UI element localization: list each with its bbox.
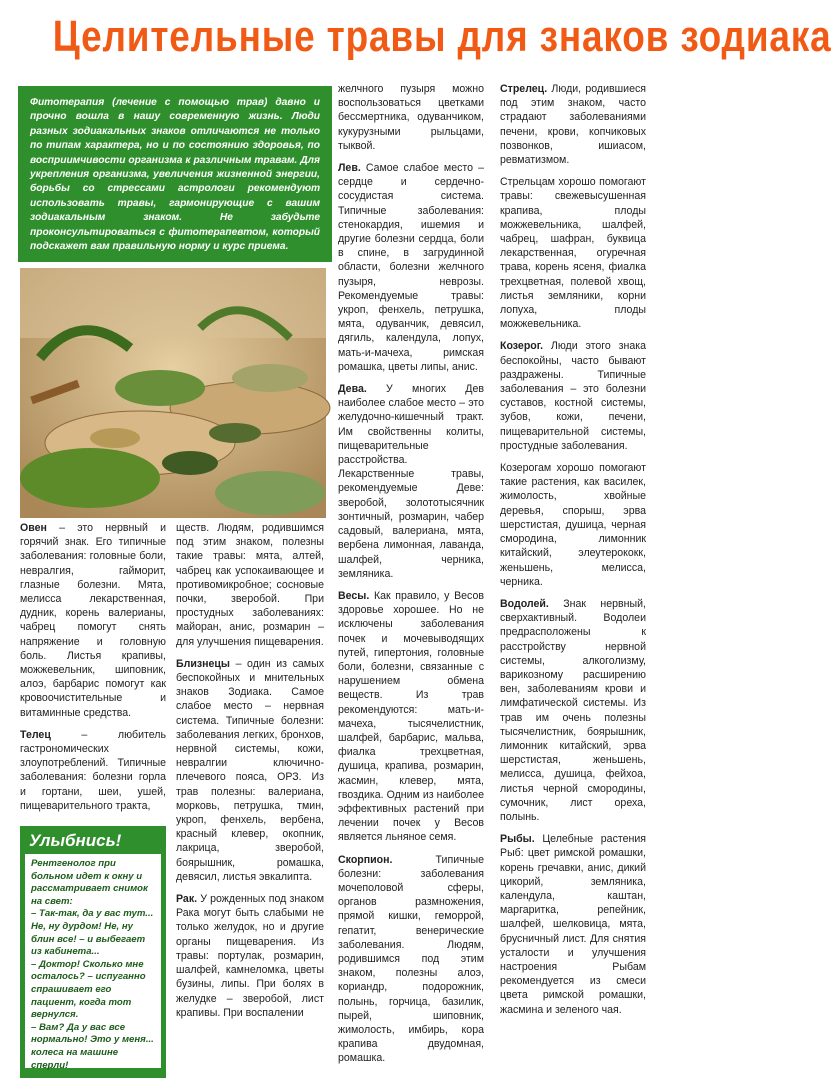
joke-box bbox=[20, 826, 166, 1078]
column-3 bbox=[338, 82, 484, 1074]
sign-ryby-label: Рыбы. bbox=[500, 833, 535, 846]
joke-line: – Доктор! Сколько мне осталось? – испуганно спрашивает его пациент, когда тот вернулся. bbox=[31, 958, 146, 1021]
joke-line: – Вам? Да у вас все нормально! Это у меня... колеса на машине сперли! bbox=[31, 1021, 154, 1071]
sign-koz-label: Козерог. bbox=[500, 340, 544, 353]
herbs-illustration bbox=[20, 268, 326, 518]
koz-herbs: Козерогам хорошо помогают такие растения, как василек, жимолость, хвойные деревья, спорыш, эрва шерстистая, душица, черная смородина, лимонник китайский, элеутерококк, женьшень, мелисса, черника. bbox=[500, 462, 646, 588]
sign-oven-text: – это нервный и горячий знак. Его типичные заболевания: головные боли, невралгия, гайморит, глазные болезни. Мята, мелисса лекарственная, дудник, корень валерианы, чабрец помогут снять напряжение и головную боль. Листья крапивы, можжевельник, шиповник, алоэ, барбарис помогут как кровоочистительные и витаминные средства. bbox=[20, 522, 166, 719]
joke-body bbox=[25, 854, 161, 1071]
sign-bliz-text: – один из самых беспокойных и мнительных знаков Зодиака. Самое слабое место – нервная система. Типичные болезни: заболевания легких, бронхов, нервной системы, кожи, невралгии ключично-плечевого пояса, ОРЗ. Из трав полезны: валериана, морковь, петрушка, тмин, укроп, фенхель, вербена, красный клевер, окопник, лакрица, зверобой, боярышник, ромашка, девясил, листья эвкалипта. bbox=[176, 657, 324, 883]
joke-title: Улыбнись! bbox=[29, 831, 122, 850]
column-4 bbox=[500, 82, 646, 1025]
sign-vod-label: Водолей. bbox=[500, 597, 549, 610]
sign-strel-label: Стрелец. bbox=[500, 83, 548, 95]
telec-continued: ществ. Людям, родившимся под этим знаком, полезны такие травы: мята, алтей, чабрец как успокаивающее и противомикробное; сосновые почки, зверобой. При простудных заболеваниях: майоран, анис, розмарин – для улучшения пищеварения. bbox=[176, 522, 324, 648]
sign-deva-label: Дева. bbox=[338, 383, 367, 396]
sign-oven-label: Овен bbox=[20, 522, 47, 534]
sign-telec-label: Телец bbox=[20, 728, 51, 741]
sign-lev-text: Самое слабое место – сердце и сердечно-сосудистая система. Типичные заболевания: стенокардия, ишемия и другие болезни сердца, боли в спине, в загрудинной области, болезни желчного пузыря, неврозы. Рекомендуемые травы: укроп, фенхель, петрушка, мята, одуванчик, девясил, дягиль, календула, лопух, мать-и-мачеха, римская ромашка, цветы липы, анис. bbox=[338, 162, 484, 373]
sign-skorp-text: Типичные болезни: заболевания мочеполовой сферы, органов размножения, прямой кишки, геморрой, гепатит, венерические заболевания. Людям, родившимся под этим знаком, полезны алоэ, кориандр, подорожник, полынь, горчица, базилик, пырей, шиповник, жимолость, имбирь, кора крапива двудомная, ромашка. bbox=[338, 853, 484, 1065]
rak-continued: желчного пузыря можно воспользоваться цветками бессмертника, одуванчиком, кукурузными рыльцами, тыквой. bbox=[338, 83, 484, 152]
column-1 bbox=[20, 521, 166, 821]
sign-ryby-text: Целебные растения Рыб: цвет римской ромашки, корень гречавки, анис, дикий цикорий, земляника, календула, каштан, маргаритка, репейник, шалфей, шелковица, мята, брусничный лист. Для снятия усталости и улучшения настроения Рыбам рекомендуется из смеси цвета римской ромашки, жасмина и зеленого чая. bbox=[500, 833, 646, 1016]
page-title: Целительные травы для знаков зодиака bbox=[52, 12, 832, 61]
sign-telec-text: – любитель гастрономических злоупотреблений. Типичные заболевания: болезни горла и гортани, шеи, ушей, пищеварительного тракта, bbox=[20, 728, 166, 812]
joke-line: – Так-так, да у вас тут... Не, ну дурдом! Не, ну блин все! – и выбегает из кабинета... bbox=[31, 908, 154, 958]
intro-box: Фитотерапия (лечение с помощью трав) давно и прочно вошла в нашу современную жизнь. Люди разных зодиакальных знаков отличаются не только по типам характера, но и по состоянию здоровья, по восприимчивости организма к различным травам. Для укрепления организма, увеличения жизненной энергии, борьбы со стрессами астрологи рекомендуют использовать травы, гармонирующие с вашим зодиакальным знаком. Не забудьте проконсультироваться с фитотерапевтом, который подскажет вам правильную норму и курс приема. bbox=[18, 86, 332, 262]
sign-rak-text: У рожденных под знаком Рака могут быть слабыми не только желудок, но и другие органы пищеварения. Из травы: портулак, розмарин, шалфей, камнеломка, цветы бузины, липы. При болях в желудке – зверобой, лист крапивы. При воспалении bbox=[176, 893, 324, 1019]
sign-strel-text: Люди, родившиеся под этим знаком, часто страдают заболеваниями печени, крови, копчиковых позвонков, ишиасом, ревматизмом. bbox=[500, 83, 646, 167]
sign-vod-text: Знак нервный, сверхактивный. Водолеи предрасположены к расстройству нервной системы, алкоголизму, варикозному расширению вен, заболеваниям крови и лимфатической системы. Из трав им очень полезны тысячелистник, боярышник, лимонник китайский, эрва шерстистая, женьшень, мелисса, душица, фейхоа, листья черной смородины, сумочник, лист ореха, полынь. bbox=[500, 597, 646, 823]
joke-line: Рентгенолог при больном идет к окну и рассматривает снимок на свет: bbox=[31, 858, 148, 907]
herbs-photo bbox=[20, 268, 326, 518]
sign-vesy-text: Как правило, у Весов здоровье хорошее. Но не исключены заболевания почек и мочевыводящих путей, гипертония, головные боли, болезни, связанные с нарушением обмена веществ. Из трав рекомендуются: мать-и-мачеха, тысячелистник, шалфей, барбарис, мальва, фиалка трехцветная, душица, крапива, розмарин, жасмин, клевер, мята, гвоздика. Одним из наиболее эффективных растений при лечении почек у Весов является льняное семя. bbox=[338, 589, 484, 844]
sign-deva-text: У многих Дев наиболее слабое место – это желудочно-кишечный тракт. Им свойственны колиты, пищеварительные расстройства. Лекарственные травы, рекомендуемые Деве: зверобой, золототысячник зонтичный, розмарин, чабер садовый, валериана, мята, вербена лимонная, лаванда, шалфей, черника, земляника. bbox=[338, 383, 484, 580]
sign-rak-label: Рак. bbox=[176, 893, 198, 906]
sign-vesy-label: Весы. bbox=[338, 589, 370, 602]
strel-herbs: Стрельцам хорошо помогают травы: свежевысушенная крапива, плоды можжевельника, шалфей, чабрец, шафран, буквица лекарственная, огуречная трава, корень ясеня, фиалка трехцветная, полевой хвощ, листья земляники, корни лопуха, плоды можжевельника. bbox=[500, 176, 646, 331]
sign-bliz-label: Близнецы bbox=[176, 657, 230, 670]
sign-lev-label: Лев. bbox=[338, 162, 361, 175]
column-2 bbox=[176, 521, 324, 1028]
sign-skorp-label: Скорпион. bbox=[338, 853, 393, 866]
sign-koz-text: Люди этого знака беспокойны, часто бывают раздражены. Типичные заболевания – это болезни суставов, костной системы, зубов, кожи, печени, пищеварительной системы, простудные заболевания. bbox=[500, 340, 646, 452]
